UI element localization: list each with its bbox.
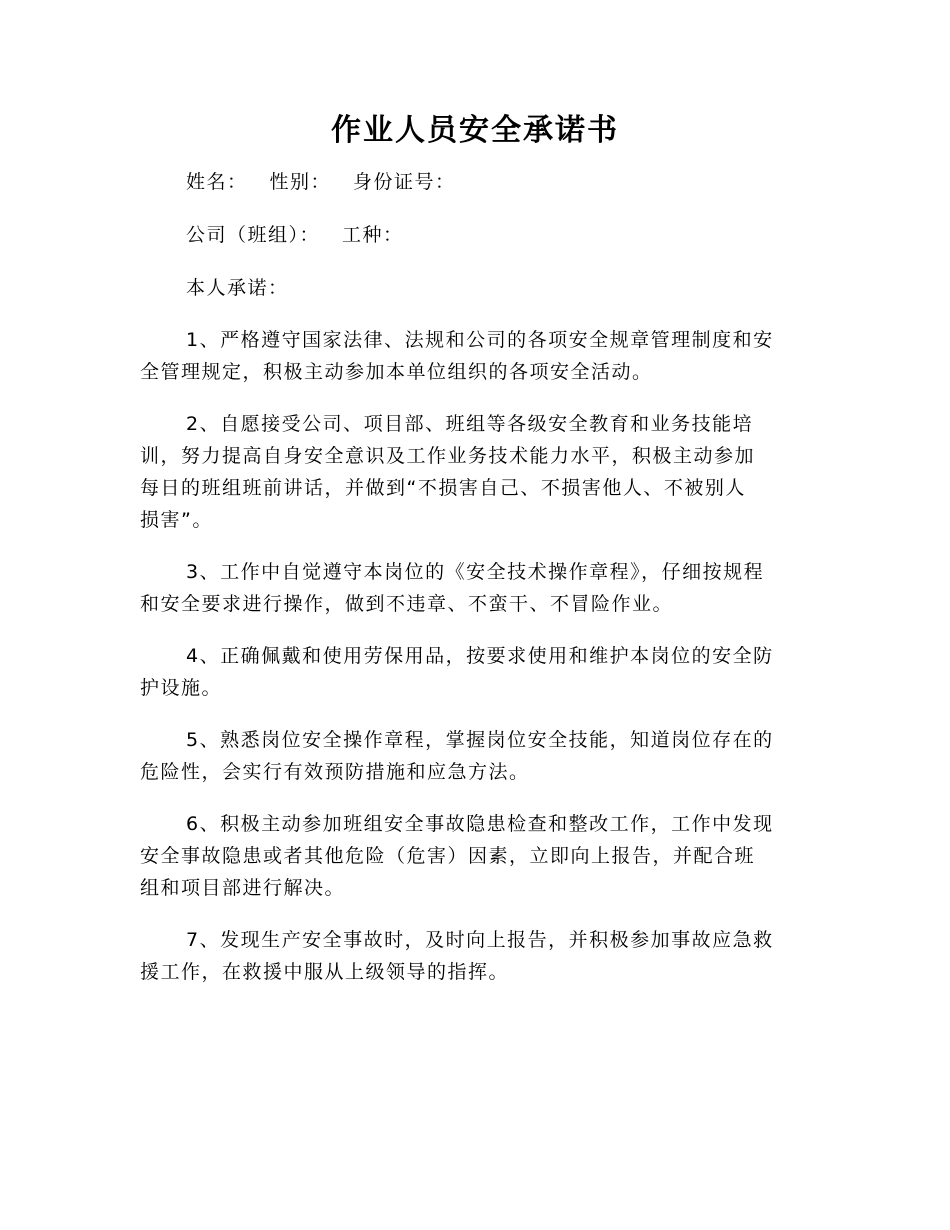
pledge-line: 训，努力提高自身安全意识及工作业务技术能力水平，积极主动参加 <box>140 445 756 467</box>
company-label: 公司（班组）： <box>186 224 321 246</box>
pledge-item-3 <box>140 556 810 620</box>
pledge-item-5 <box>140 724 810 788</box>
document-title: 作业人员安全承诺书 <box>331 113 619 148</box>
pledge-line: 2、自愿接受公司、项目部、班组等各级安全教育和业务技能培 <box>186 413 754 435</box>
pledge-line: 损害”。 <box>140 509 213 531</box>
company-info-line <box>140 219 810 251</box>
pledge-line: 1、严格遵守国家法律、法规和公司的各项安全规章管理制度和安 <box>186 329 774 351</box>
pledge-line: 7、发现生产安全事故时，及时向上报告，并积极参加事故应急救 <box>186 929 774 951</box>
gender-label: 性别： <box>269 171 332 193</box>
pledge-item-4 <box>140 640 810 704</box>
pledge-item-6 <box>140 808 810 904</box>
pledge-line: 和安全要求进行操作，做到不违章、不蛮干、不冒险作业。 <box>140 593 674 615</box>
pledge-line: 组和项目部进行解决。 <box>140 877 346 899</box>
pledge-line: 3、工作中自觉遵守本岗位的《安全技术操作章程》，仔细按规程 <box>186 561 765 583</box>
id-number-label: 身份证号： <box>353 171 456 193</box>
pledge-line: 4、正确佩戴和使用劳保用品，按要求使用和维护本岗位的安全防 <box>186 645 774 667</box>
personal-info-line <box>140 166 810 198</box>
pledge-item-2 <box>140 408 810 536</box>
pledge-line: 安全事故隐患或者其他危险（危害）因素，立即向上报告，并配合班 <box>140 845 756 867</box>
pledge-line: 危险性，会实行有效预防措施和应急方法。 <box>140 761 530 783</box>
document-body <box>140 166 810 988</box>
job-type-label: 工种： <box>342 224 404 246</box>
pledge-line: 全管理规定，积极主动参加本单位组织的各项安全活动。 <box>140 361 653 383</box>
name-label: 姓名： <box>186 171 248 193</box>
pledge-line: 护设施。 <box>140 677 223 699</box>
pledge-intro: 本人承诺： <box>186 277 289 299</box>
pledge-line: 6、积极主动参加班组安全事故隐患检查和整改工作，工作中发现 <box>186 813 774 835</box>
pledge-item-7 <box>140 924 810 988</box>
pledge-line: 援工作，在救援中服从上级领导的指挥。 <box>140 961 510 983</box>
pledge-line: 5、熟悉岗位安全操作章程，掌握岗位安全技能，知道岗位存在的 <box>186 729 774 751</box>
pledge-item-1 <box>140 324 810 388</box>
pledge-line: 每日的班组班前讲话，并做到“不损害自己、不损害他人、不被别人 <box>140 477 746 499</box>
